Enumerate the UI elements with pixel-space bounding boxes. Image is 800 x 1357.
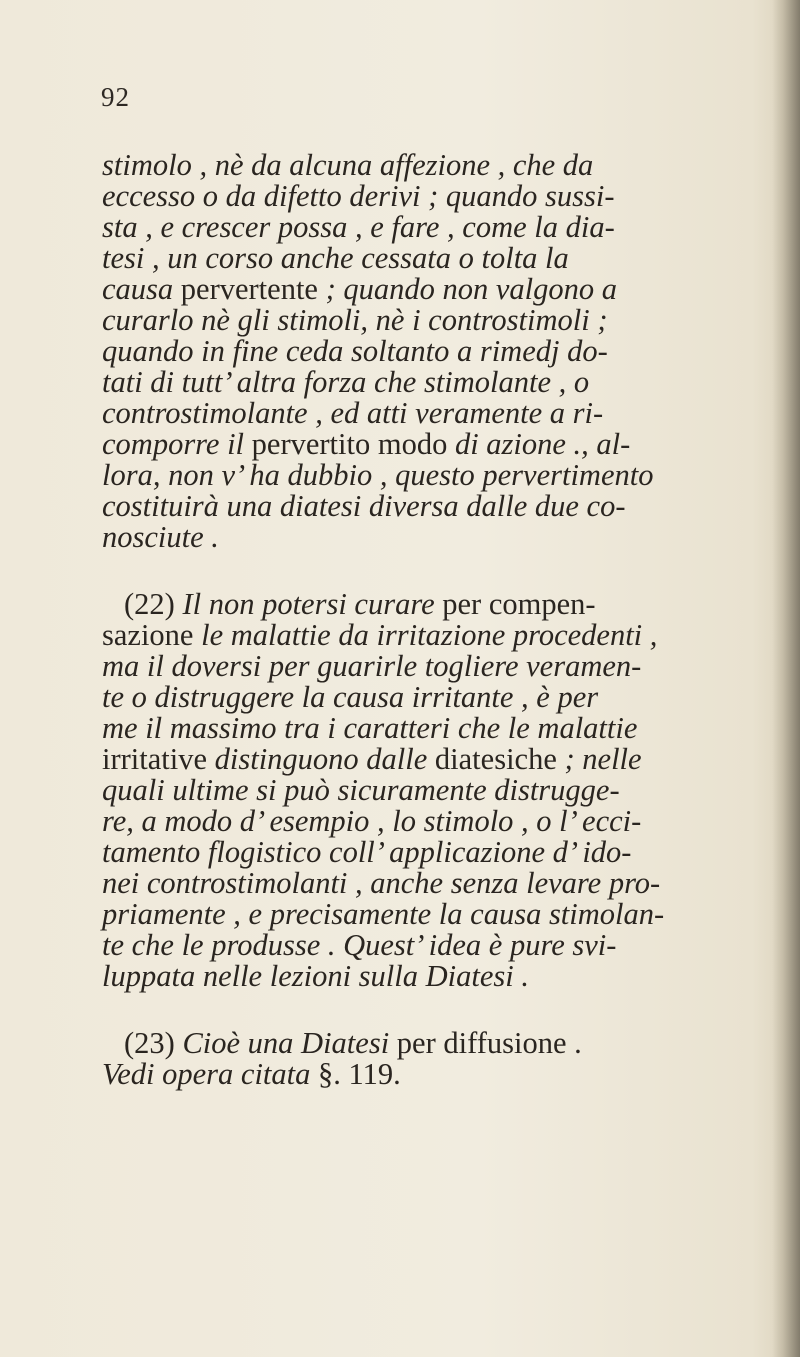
text-segment: Vedi opera citata — [102, 1057, 319, 1091]
text-segment: te che le produsse . Quest’ idea è pure svi- — [102, 928, 617, 962]
text-line — [102, 336, 742, 367]
text-line — [102, 961, 742, 992]
text-segment: pervertente — [180, 272, 318, 306]
text-line — [102, 651, 742, 682]
text-segment: (22) — [124, 587, 183, 621]
text-segment: (23) — [124, 1026, 183, 1060]
text-segment: Cioè una Diatesi — [182, 1026, 397, 1060]
text-line — [102, 930, 742, 961]
text-line — [102, 398, 742, 429]
text-segment: te o distruggere la causa irritante , è per — [102, 680, 599, 714]
text-line — [102, 589, 742, 620]
text-line — [102, 868, 742, 899]
paragraph-gap — [102, 992, 742, 1028]
paragraph-gap — [102, 553, 742, 589]
text-segment: quando in fine ceda soltanto a rimedj do- — [102, 334, 608, 368]
text-segment: causa — [102, 272, 181, 306]
text-line — [102, 682, 742, 713]
paragraph — [102, 1028, 742, 1090]
text-line — [102, 367, 742, 398]
text-line — [102, 775, 742, 806]
text-segment: distinguono dalle — [214, 742, 435, 776]
text-line — [102, 899, 742, 930]
text-segment: Il non potersi curare — [182, 587, 443, 621]
text-line — [102, 1059, 742, 1090]
text-segment: lora, non v’ ha dubbio , questo pervertimento — [102, 458, 654, 492]
text-segment: re, a modo d’ esempio , lo stimolo , o l’ ecci- — [102, 804, 642, 838]
text-segment: le malattie da irritazione procedenti , — [201, 618, 658, 652]
text-segment: nosciute . — [102, 520, 219, 554]
page-edge-shadow — [772, 0, 800, 1357]
text-segment: per compen- — [442, 587, 596, 621]
text-segment: quali ultime si può sicuramente distrugge- — [102, 773, 620, 807]
text-line — [102, 491, 742, 522]
text-line — [102, 150, 742, 181]
text-segment: per diffusione . — [396, 1026, 582, 1060]
paragraph — [102, 150, 742, 553]
text-segment: me il massimo tra i caratteri che le malattie — [102, 711, 638, 745]
text-line — [102, 460, 742, 491]
text-line — [102, 243, 742, 274]
text-segment: controstimolante , ed atti veramente a ri- — [102, 396, 604, 430]
paragraph — [102, 589, 742, 992]
text-line — [102, 181, 742, 212]
text-segment: tamento flogistico coll’ applicazione d’ ido- — [102, 835, 632, 869]
text-segment: ; quando non valgono a — [317, 272, 618, 306]
text-segment: luppata nelle lezioni sulla Diatesi . — [102, 959, 529, 993]
text-line — [102, 429, 742, 460]
text-segment: sta , e crescer possa , e fare , come la dia- — [102, 210, 615, 244]
text-segment: sazione — [102, 618, 202, 652]
text-segment: irritative — [102, 742, 215, 776]
body-text — [102, 150, 742, 1090]
text-segment: comporre il — [102, 427, 252, 461]
text-line — [102, 212, 742, 243]
text-segment: pervertito modo — [251, 427, 448, 461]
text-segment: §. 119. — [318, 1057, 401, 1091]
text-line — [102, 1028, 742, 1059]
text-line — [102, 837, 742, 868]
text-segment: priamente , e precisamente la causa stimolan- — [102, 897, 665, 931]
text-segment: di azione ., al- — [447, 427, 631, 461]
text-segment: tesi , un corso anche cessata o tolta la — [102, 241, 569, 275]
text-segment: stimolo , nè da alcuna affezione , che da — [102, 148, 594, 182]
text-segment: ; nelle — [556, 742, 642, 776]
text-segment: curarlo nè gli stimoli, nè i controstimoli ; — [102, 303, 608, 337]
text-segment: tati di tutt’ altra forza che stimolante , o — [102, 365, 590, 399]
text-line — [102, 620, 742, 651]
page-number: 92 — [101, 82, 130, 112]
text-line — [102, 806, 742, 837]
text-line — [102, 274, 742, 305]
text-segment: ma il doversi per guarirle togliere veramen- — [102, 649, 642, 683]
text-line — [102, 744, 742, 775]
text-line — [102, 713, 742, 744]
text-segment: nei controstimolanti , anche senza levare pro- — [102, 866, 661, 900]
text-segment: eccesso o da difetto derivi ; quando sussi- — [102, 179, 615, 213]
text-line — [102, 522, 742, 553]
text-segment: diatesiche — [434, 742, 557, 776]
text-line — [102, 305, 742, 336]
text-segment: costituirà una diatesi diversa dalle due co- — [102, 489, 626, 523]
